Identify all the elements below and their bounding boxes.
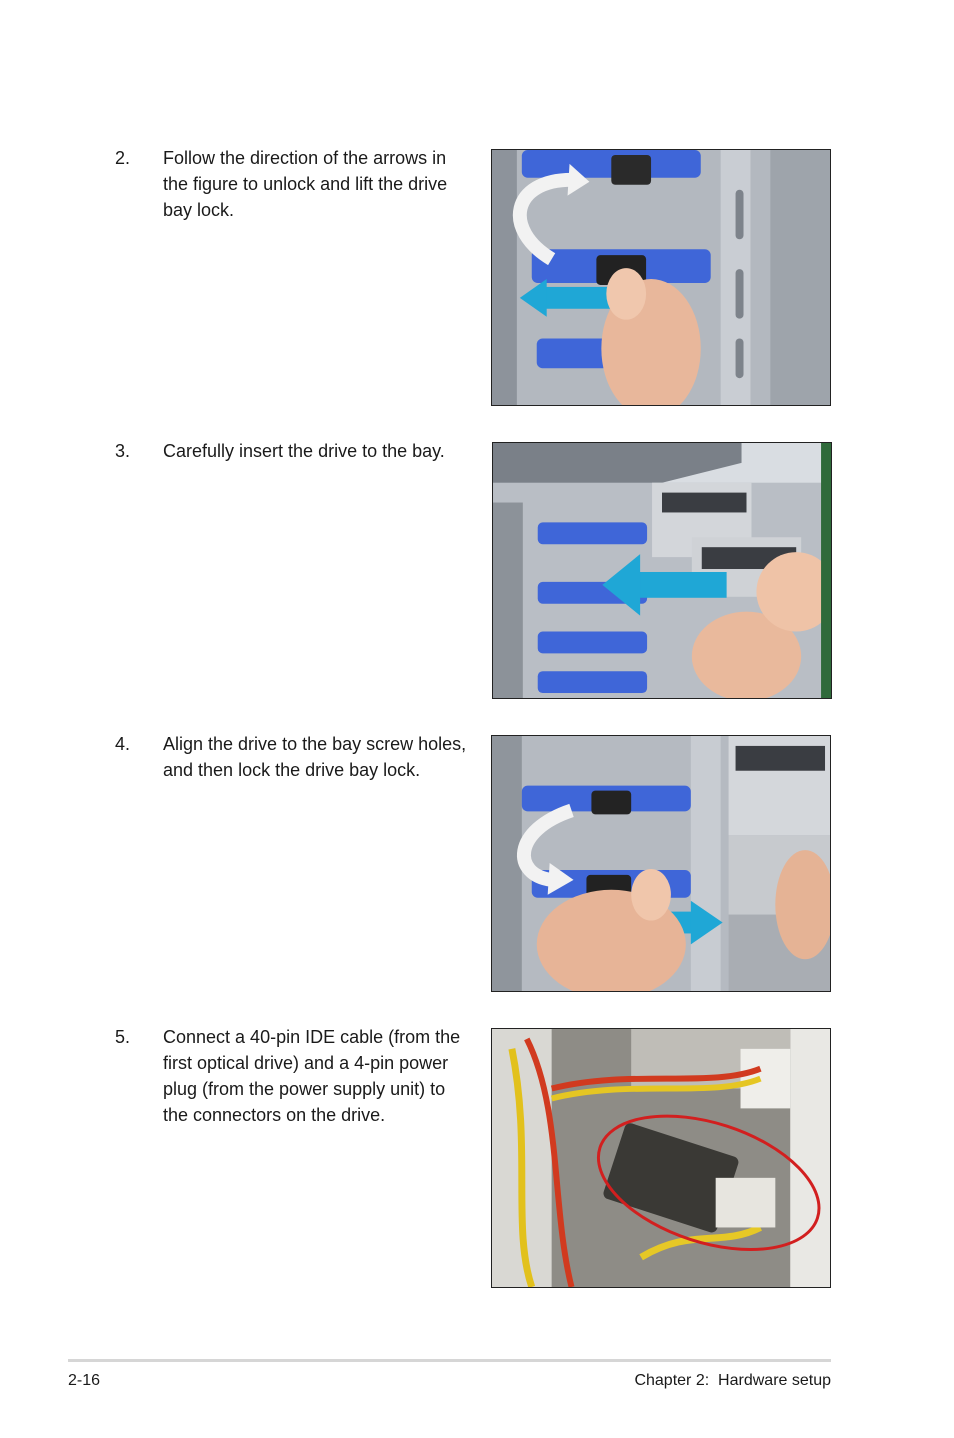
step-number: 5. — [115, 1027, 131, 1047]
step-text: Connect a 40-pin IDE cable (from the first optical drive) and a 4-pin power plug (from the power supply unit) to the connectors on the drive. — [163, 1027, 461, 1125]
photo-insert-drive — [492, 442, 832, 699]
photo-connect-cables — [491, 1028, 831, 1288]
step-number: 2. — [115, 148, 131, 168]
step-text: Carefully insert the drive to the bay. — [163, 441, 445, 461]
chapter-title: Chapter 2: Hardware setup — [634, 1372, 831, 1389]
footer-divider — [68, 1359, 831, 1362]
photo-unlock-drive-bay-lock — [491, 149, 831, 406]
step-text: Align the drive to the bay screw holes, and then lock the drive bay lock. — [163, 734, 467, 780]
photo-lock-drive-bay — [491, 735, 831, 992]
step-number: 3. — [115, 441, 131, 461]
step-text: Follow the direction of the arrows in the figure to unlock and lift the drive bay lock. — [163, 148, 448, 220]
step-number: 4. — [115, 734, 131, 754]
page-number: 2-16 — [68, 1372, 101, 1389]
